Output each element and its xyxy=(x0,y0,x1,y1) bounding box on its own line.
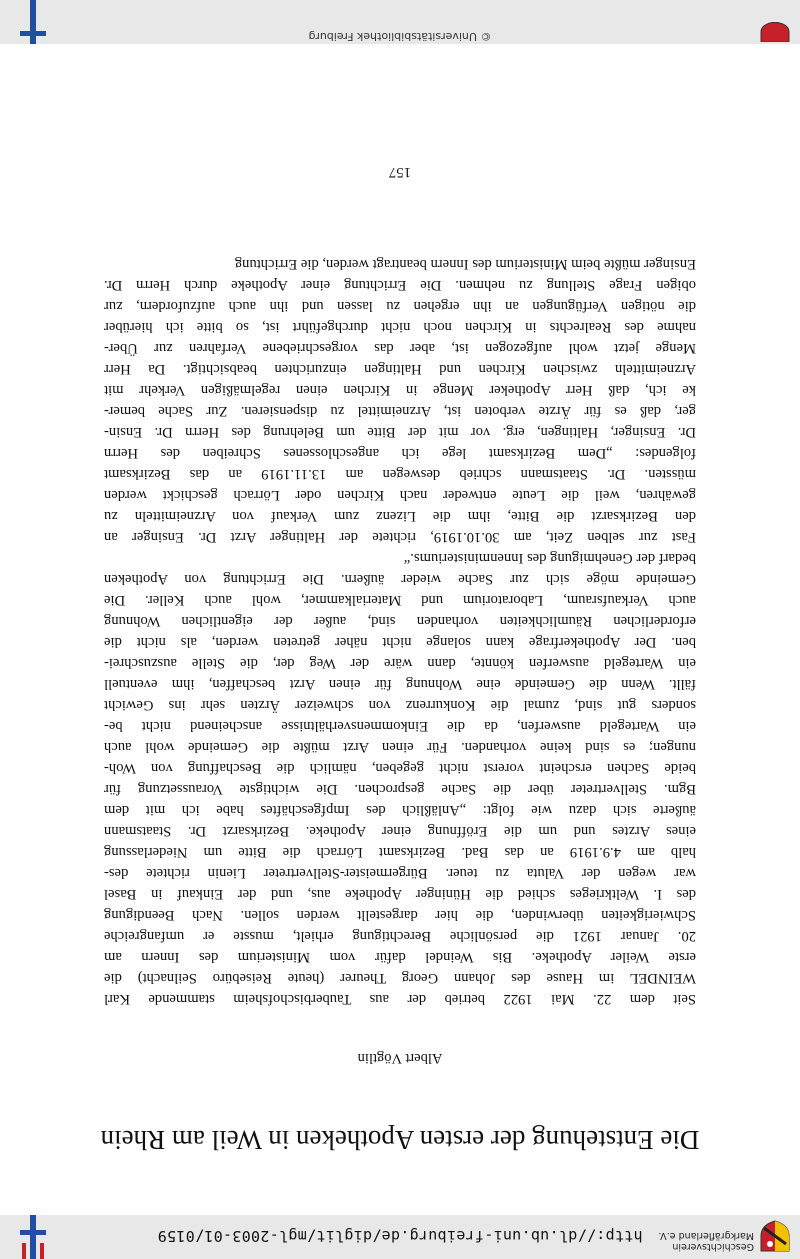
text-line: ger, daß es für Ärzte verboten ist, Arzneimittel zu dispensieren. Zur Sache bemer- xyxy=(104,403,696,419)
text-line: beide Sachen erscheint vorerst nicht gegeben, nämlich die Beschaffung von Woh- xyxy=(104,760,696,776)
text-line: ein Wartegeld auswerfen könnte, dann wäre der Weg der, die Stelle auszuschrei- xyxy=(104,655,696,671)
text-line: erste Weiler Apotheke. Bis Weindel dafür vom Ministerium des Innern am xyxy=(104,949,696,965)
text-line: nungen; es sind keine vorhanden. Für einen Arzt müßte die Gemeinde wohl auch xyxy=(104,739,696,755)
text-line: obigen Frage Stellung zu nehmen. Die Errichtung einer Apotheke durch Herrn Dr. xyxy=(104,277,696,293)
text-line: war wegen der Valuta zu teuer. Bürgermeister-Stellvertreter Lienin richtete des- xyxy=(104,865,696,881)
text-line: Menge jetzt wohl aufgezogen ist, aber das vorgeschriebene Verfahren zur Über- xyxy=(104,340,696,356)
text-line: ke ich, daß Herr Apotheker Menge in Kirchen einen regelmäßigen Verkehr mit xyxy=(104,382,696,398)
text-line: fällt. Wenn die Gemeinde eine Wohnung für einen Arzt beschaffen, ihm eventuell xyxy=(104,676,696,692)
text-line: den Bezirksarzt die Bitte, ihm die Lizenz zum Verkauf von Arzneimitteln zu xyxy=(104,508,696,524)
text-line: nahme des Realrechts in Kirchen noch nicht durchgeführt ist, so bitte ich hierüber xyxy=(104,319,696,335)
text-line: ben. Der Apothekerfrage kann solange nicht näher getreten werden, als nicht die xyxy=(104,634,696,650)
library-logo-icon xyxy=(20,0,46,44)
text-line: erforderlichen Räumlichkeiten vorhanden sind, außer der eigentlichen Wohnung xyxy=(104,613,696,629)
text-line: sonders gut sind, zumal die Konkurrenz von schweizer Ärzten sehr ins Gewicht xyxy=(104,697,696,713)
text-line: Bgm. Stellvertreter über die Sache gesprochen. Die wichtigste Voraussetzung für xyxy=(104,781,696,797)
text-line: bedarf der Genehmigung des Innenministeriums.“ xyxy=(403,550,696,566)
society-name-line1: Geschichtsverein xyxy=(672,1241,754,1252)
text-line: halb am 4.9.1919 an das Bad. Bezirksamt Lörrach die Bitte um Niederlassung xyxy=(104,844,696,860)
page-number: 157 xyxy=(388,164,412,180)
text-line: Seit dem 22. Mai 1922 betrieb der aus Tauberbischofsheim stammende Karl xyxy=(104,991,696,1007)
text-line: Ensinger müßte beim Ministerium des Innern beantragt werden, die Errichtung xyxy=(234,256,696,272)
text-line: Schwierigkeiten überwinden, die hier dargestellt werden sollen. Nach Beendigung xyxy=(104,907,696,923)
society-name-line2: Markgräflerland e.V. xyxy=(658,1230,754,1241)
document-title: Die Entstehung der ersten Apotheken in Weil am Rhein xyxy=(100,1125,700,1155)
copyright-notice: © Universitätsbibliothek Freiburg xyxy=(308,30,492,43)
text-line: Arzneimitteln zwischen Kirchen und Haltingen einzurichten beabsichtigt. Da Herr xyxy=(104,361,696,377)
document-body xyxy=(104,253,696,1009)
library-logo-icon xyxy=(20,1215,46,1259)
text-line: Dr. Ensinger, Haltingen, erg. vor mit der Bitte um Belehrung des Herrn Dr. Ensin- xyxy=(104,424,696,440)
text-line: äußerte sich dazu wie folgt: „Anläßlich des Impfgeschäftes habe ich mit dem xyxy=(104,802,696,818)
document-author: Albert Vögtlin xyxy=(357,1050,443,1066)
page-footer-bar xyxy=(0,0,800,44)
text-line: müssten. Dr. Staatsmann schrieb deswegen am 13.11.1919 an das Bezirksamt xyxy=(104,466,696,482)
text-line: Gemeinde möge sich zur Sache wieder äußern. Die Errichtung von Apotheken xyxy=(104,571,696,587)
text-line: 20. Januar 1921 die persönliche Berechtigung erhielt, musste er umfangreiche xyxy=(104,928,696,944)
society-crest-icon xyxy=(758,22,792,42)
page-header-bar xyxy=(0,1215,800,1259)
text-line: eines Arztes und um die Eröffnung einer Apotheke. Bezirksarzt Dr. Staatsmann xyxy=(104,823,696,839)
text-line: Fast zur selben Zeit, am 30.10.1919, richtete der Haltinger Arzt Dr. Ensinger an xyxy=(104,529,696,545)
text-line: folgendes: „Dem Bezirksamt lege ich angeschlossenes Schreiben des Herrn xyxy=(104,445,696,461)
text-line: die nötigen Verfügungen an ihn ergehen zu lassen und ihn auch aufzufordern, zur xyxy=(104,298,696,314)
text-line: auch Verkaufsraum, Laboratorium und Materialkammer, wohl auch Keller. Die xyxy=(104,592,696,608)
text-line: des I. Weltkrieges schied die Hüninger Apotheke aus, und der Einkauf in Basel xyxy=(104,886,696,902)
text-line: gewähren, weil die Leute entweder nach Kirchen oder Lörrach geschickt werden xyxy=(104,487,696,503)
text-line: ein Wartegeld auswerfen, da die Einkommensverhältnisse anscheinend nicht be- xyxy=(104,718,696,734)
text-line: WEINDEL im Hause des Johann Georg Theurer (heute Reisebüro Seilnacht) die xyxy=(104,970,696,986)
document-url-link[interactable]: http://dl.ub.uni-freiburg.de/diglit/mgl-2003-01/0159 xyxy=(157,1227,643,1245)
